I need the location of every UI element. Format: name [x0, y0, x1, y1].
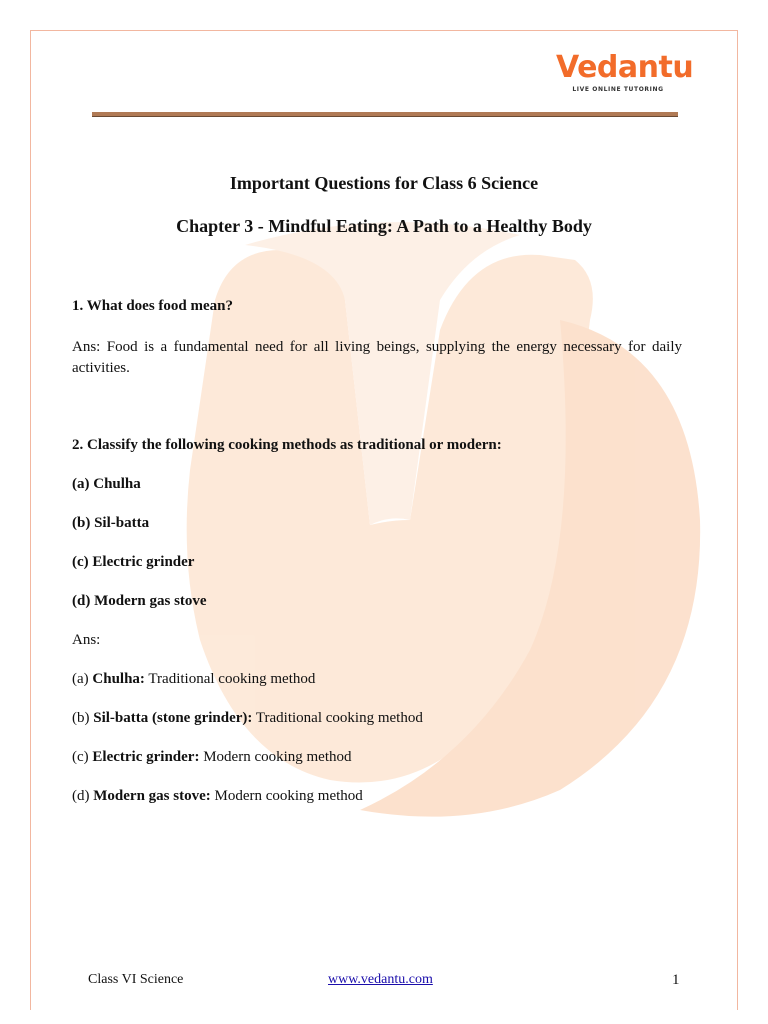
answer-text: Modern cooking method [203, 749, 352, 765]
answer-2-a [72, 671, 682, 688]
vedantu-logo [556, 50, 694, 93]
answer-term: Sil-batta (stone grinder): [93, 710, 253, 726]
answer-term: Electric grinder: [92, 749, 200, 765]
answer-2-c [72, 749, 682, 766]
answer-text: Modern cooking method [214, 788, 363, 804]
page-number: 1 [672, 972, 680, 988]
answer-2-label: Ans: [72, 632, 101, 648]
answer-text: Traditional cooking method [255, 710, 423, 726]
header-divider [92, 112, 678, 117]
answer-2-d [72, 788, 682, 805]
answer-2-b [72, 710, 682, 727]
answer-text: Traditional cooking method [148, 671, 316, 687]
option-c: (c) Electric grinder [72, 554, 195, 570]
answer-prefix: (a) [72, 671, 89, 687]
footer-website-link[interactable]: www.vedantu.com [328, 972, 433, 987]
answer-term: Modern gas stove: [93, 788, 211, 804]
logo-wordmark: Vedantu [556, 50, 694, 85]
footer-class-label: Class VI Science [88, 972, 184, 987]
logo-tagline: LIVE ONLINE TUTORING [572, 86, 664, 93]
answer-term: Chulha: [92, 671, 145, 687]
option-d: (d) Modern gas stove [72, 593, 207, 609]
option-a: (a) Chulha [72, 476, 141, 492]
answer-prefix: (c) [72, 749, 89, 765]
question-2: 2. Classify the following cooking methods as traditional or modern: [72, 437, 502, 453]
answer-1: Ans: Food is a fundamental need for all living beings, supplying the energy necessary for daily activities. [72, 339, 682, 376]
answer-prefix: (d) [72, 788, 90, 804]
chapter-title: Chapter 3 - Mindful Eating: A Path to a Healthy Body [176, 216, 592, 236]
question-1: 1. What does food mean? [72, 298, 233, 314]
option-b: (b) Sil-batta [72, 515, 150, 531]
document-title: Important Questions for Class 6 Science [229, 173, 539, 193]
answer-prefix: (b) [72, 710, 90, 726]
